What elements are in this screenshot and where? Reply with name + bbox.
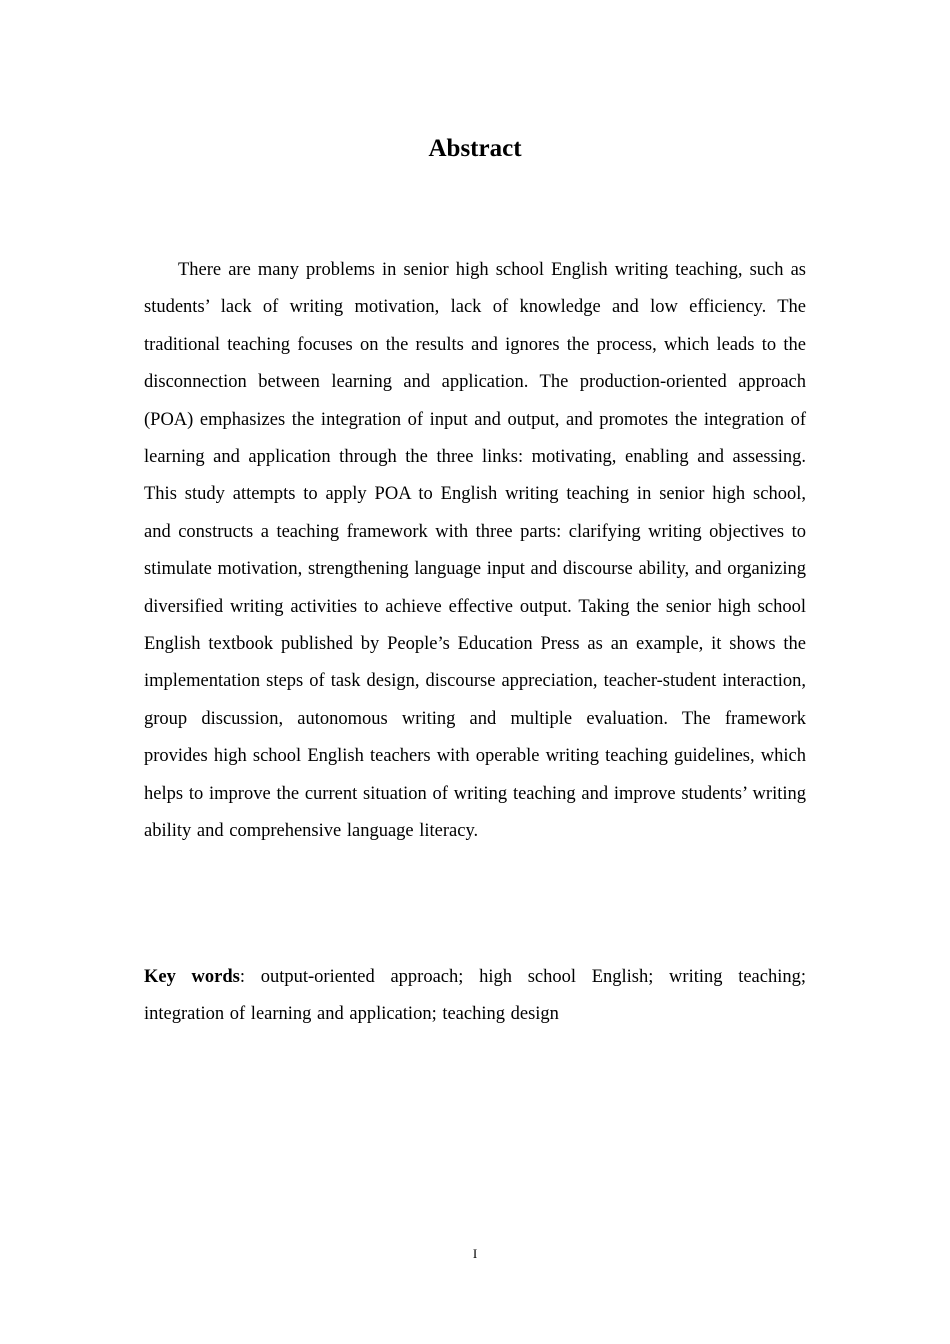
keywords-line [144,959,806,1034]
keywords-label: Key words [144,967,240,987]
keywords-separator: : [239,967,261,987]
keywords-text: output-oriented approach; high school English; writing teaching; integration of learning and application; teaching design [144,967,807,1025]
abstract-title: Abstract [428,135,522,162]
abstract-paragraph: There are many problems in senior high school English writing teaching, such as students’ lack of writing motivation, lack of knowledge and low efficiency. The traditional teaching focuses on the results and ignores the process, which leads to the disconnection between learning and application. The production-oriented approach (POA) emphasizes the integration of input and output, and promotes the integration of learning and application through the three links: motivating, enabling and assessing. This study attempts to apply POA to English writing teaching in senior high school, and constructs a teaching framework with three parts: clarifying writing objectives to stimulate motivation, strengthening language input and discourse ability, and organizing diversified writing activities to achieve effective output. Taking the senior high school English textbook published by People’s Education Press as an example, it shows the implementation steps of task design, discourse appreciation, teacher-student interaction, group discussion, autonomous writing and multiple evaluation. The framework provides high school English teachers with operable writing teaching guidelines, which helps to improve the current situation of writing teaching and improve students’ writing ability and comprehensive language literacy. [144,260,806,842]
page-number: I [472,1246,478,1261]
